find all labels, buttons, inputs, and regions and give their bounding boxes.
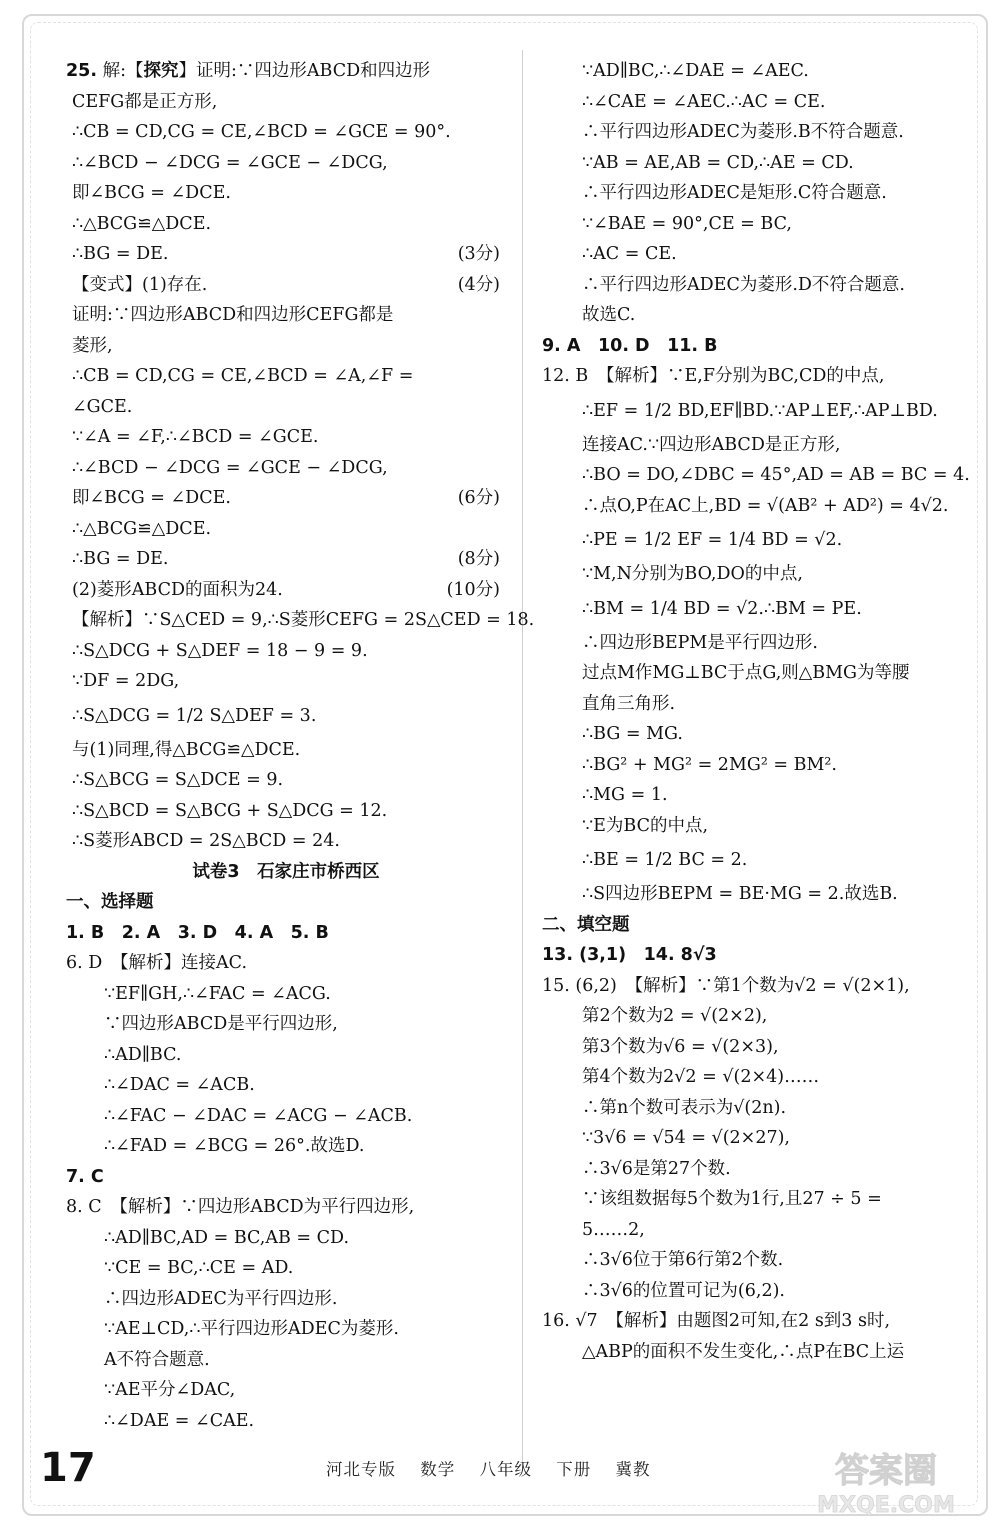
footer-publisher: 冀教	[615, 1460, 651, 1479]
text-line: ∵EF∥GH,∴∠FAC = ∠ACG.	[104, 983, 331, 1004]
text-line: ∴∠CAE = ∠AEC.∴AC = CE.	[582, 91, 826, 112]
text-line: ∵AD∥BC,∴∠DAE = ∠AEC.	[582, 61, 809, 81]
text-line: ∴∠BCD − ∠DCG = ∠GCE − ∠DCG,	[72, 152, 388, 173]
text-line: 第3个数为√6 = √(2×3),	[582, 1036, 779, 1057]
text-line: ∴∠FAC − ∠DAC = ∠ACG − ∠ACB.	[104, 1105, 413, 1126]
text-line: 第4个数为2√2 = √(2×4)……	[582, 1067, 820, 1087]
text-line: ∴∠FAD = ∠BCG = 26°.故选D.	[104, 1136, 365, 1156]
text-line: (2)菱形ABCD的面积为24. (10分)	[66, 575, 506, 606]
text-line: ∴点O,P在AC上,BD = √(AB² + AD²) = 4√2.	[582, 495, 949, 516]
text-line: ∴BG = DE. (8分)	[66, 544, 506, 575]
text-line: ∵M,N分别为BO,DO的中点,	[582, 564, 803, 584]
text-line: 【变式】(1)存在. (4分)	[66, 270, 506, 301]
text-line: ∴BO = DO,∠DBC = 45°,AD = AB = BC = 4.	[582, 465, 970, 485]
footer-text	[326, 1456, 669, 1480]
text-line: ∵AB = AE,AB = CD,∴AE = CD.	[582, 152, 854, 173]
left-column	[66, 56, 535, 1436]
text-line: ∵AE⊥CD,∴平行四边形ADEC为菱形.	[104, 1319, 399, 1339]
text-line: 即∠BCG = ∠DCE.	[72, 183, 231, 203]
answer-line: 16. √7 【解析】由题图2可知,在2 s到3 s时,	[542, 1311, 891, 1331]
text-line: ∴平行四边形ADEC是矩形.C符合题意.	[582, 183, 887, 203]
text-line: ∵该组数据每5个数为1行,且27 ÷ 5 =	[582, 1189, 882, 1209]
text-line: ∴AD∥BC,AD = BC,AB = CD.	[104, 1227, 350, 1248]
text-line: CEFG都是正方形,	[72, 91, 218, 112]
text-line: ∴S△DCG + S△DEF = 18 − 9 = 9.	[72, 640, 368, 661]
text-line: 即∠BCG = ∠DCE. (6分)	[66, 483, 506, 514]
text-line: 过点M作MG⊥BC于点G,则△BMG为等腰	[582, 663, 910, 683]
text-line: ∴△BCG≌△DCE.	[72, 213, 212, 234]
watermark-line2: MXQE.COM	[817, 1493, 955, 1518]
watermark-line1: 答案圈	[835, 1451, 937, 1491]
text-line: ∴四边形BEPM是平行四边形.	[582, 632, 818, 653]
text-line: △ABP的面积不发生变化,∴点P在BC上运	[582, 1341, 905, 1362]
text-line: ∴AD∥BC.	[104, 1044, 182, 1065]
text-line: ∴PE = 1/2 EF = 1/4 BD = √2.	[582, 530, 843, 550]
text-line: ∴第n个数可表示为√(2n).	[582, 1097, 787, 1118]
answer-line: 9. A 10. D 11. B	[542, 335, 718, 356]
section-heading: 二、填空题	[542, 914, 630, 935]
footer-grade: 八年级	[479, 1460, 532, 1479]
footer-volume: 下册	[556, 1460, 592, 1479]
text-line: ∴四边形ADEC为平行四边形.	[104, 1288, 338, 1309]
text-line: ∴BG = DE. (3分)	[66, 239, 506, 270]
footer-edition: 河北专版	[326, 1460, 396, 1479]
text-line: ∴BG² + MG² = 2MG² = BM².	[582, 754, 837, 775]
text-line: ∵四边形ABCD是平行四边形,	[104, 1014, 338, 1034]
text-line: 25. 解:【探究】证明:∵四边形ABCD和四边形	[66, 61, 431, 81]
text-line: ∴BG = MG.	[582, 724, 683, 744]
section-heading: 一、选择题	[66, 892, 154, 912]
section-title: 试卷3 石家庄市桥西区	[192, 861, 380, 882]
text-line: ∴平行四边形ADEC为菱形.D不符合题意.	[582, 274, 905, 295]
score: (10分)	[446, 579, 500, 600]
text-line: 连接AC.∵四边形ABCD是正方形,	[582, 434, 841, 455]
text-line: ∴∠BCD − ∠DCG = ∠GCE − ∠DCG,	[72, 457, 388, 478]
answer-line: 13. (3,1) 14. 8√3	[542, 945, 717, 965]
text-line: ∴CB = CD,CG = CE,∠BCD = ∠GCE = 90°.	[72, 122, 451, 142]
answer-line: 1. B 2. A 3. D 4. A 5. B	[66, 922, 329, 943]
text-line: ∵DF = 2DG,	[72, 671, 180, 691]
text-line: 第2个数为2 = √(2×2),	[582, 1006, 768, 1026]
text-line: ∴S△BCG = S△DCE = 9.	[72, 770, 284, 790]
text-line: 故选C.	[582, 305, 636, 325]
text-line: ∴S菱形ABCD = 2S△BCD = 24.	[72, 831, 340, 851]
answer-line: 7. C	[66, 1166, 104, 1187]
answer-line: 15. (6,2) 【解析】∵第1个数为√2 = √(2×1),	[542, 975, 910, 996]
text-line: ∴3√6是第27个数.	[582, 1158, 731, 1179]
text-line: ∴CB = CD,CG = CE,∠BCD = ∠A,∠F =	[72, 366, 414, 386]
text-line: 5……2,	[582, 1219, 645, 1240]
text-line: ∵E为BC的中点,	[582, 815, 709, 836]
text-line: ∵3√6 = √54 = √(2×27),	[582, 1128, 790, 1148]
text-line: ∴MG = 1.	[582, 785, 668, 805]
answer-line: 12. B 【解析】∵E,F分别为BC,CD的中点,	[542, 366, 885, 386]
text-line: ∴∠DAE = ∠CAE.	[104, 1410, 255, 1431]
score: (4分)	[457, 274, 500, 295]
score: (6分)	[457, 488, 500, 508]
text-line: 菱形,	[72, 335, 113, 356]
text-line: ∴S△BCD = S△BCG + S△DCG = 12.	[72, 800, 388, 821]
footer-subject: 数学	[420, 1460, 456, 1479]
text-line: ∴3√6的位置可记为(6,2).	[582, 1280, 785, 1301]
text-line: 证明:∵四边形ABCD和四边形CEFG都是	[72, 305, 394, 325]
text-line: A不符合题意.	[104, 1349, 210, 1370]
text-line: ∴BM = 1/4 BD = √2.∴BM = PE.	[582, 598, 862, 619]
text-line: ∴BE = 1/2 BC = 2.	[582, 850, 748, 870]
text-line: ∴S四边形BEPM = BE·MG = 2.故选B.	[582, 884, 898, 904]
text-line: 【解析】∵S△CED = 9,∴S菱形CEFG = 2S△CED = 18.	[72, 610, 535, 630]
watermark-logo	[796, 1448, 976, 1520]
text-line: ∵AE平分∠DAC,	[104, 1380, 236, 1400]
text-line: ∴∠DAC = ∠ACB.	[104, 1075, 255, 1095]
text-line: ∵CE = BC,∴CE = AD.	[104, 1258, 294, 1278]
text-line: ∴AC = CE.	[582, 244, 677, 264]
text-line: ∴S△DCG = 1/2 S△DEF = 3.	[72, 705, 317, 726]
text-line: 与(1)同理,得△BCG≌△DCE.	[72, 739, 301, 760]
text-line: ∴3√6位于第6行第2个数.	[582, 1250, 784, 1270]
text-line: ∵∠A = ∠F,∴∠BCD = ∠GCE.	[72, 427, 319, 447]
text-line: 直角三角形.	[582, 693, 676, 714]
text-line: ∵∠BAE = 90°,CE = BC,	[582, 213, 792, 234]
score: (3分)	[457, 244, 500, 264]
text-line: ∴EF = 1/2 BD,EF∥BD.∵AP⊥EF,∴AP⊥BD.	[582, 400, 938, 421]
answer-line: 6. D 【解析】连接AC.	[66, 953, 248, 973]
text-line: ∴△BCG≌△DCE.	[72, 518, 212, 539]
score: (8分)	[457, 549, 500, 569]
page-number: 17	[40, 1445, 96, 1491]
text-line: ∠GCE.	[72, 396, 133, 417]
text-line: ∴平行四边形ADEC为菱形.B不符合题意.	[582, 122, 904, 142]
answer-line: 8. C 【解析】∵四边形ABCD为平行四边形,	[66, 1197, 415, 1217]
column-divider	[522, 50, 523, 1470]
right-column	[542, 56, 974, 1367]
